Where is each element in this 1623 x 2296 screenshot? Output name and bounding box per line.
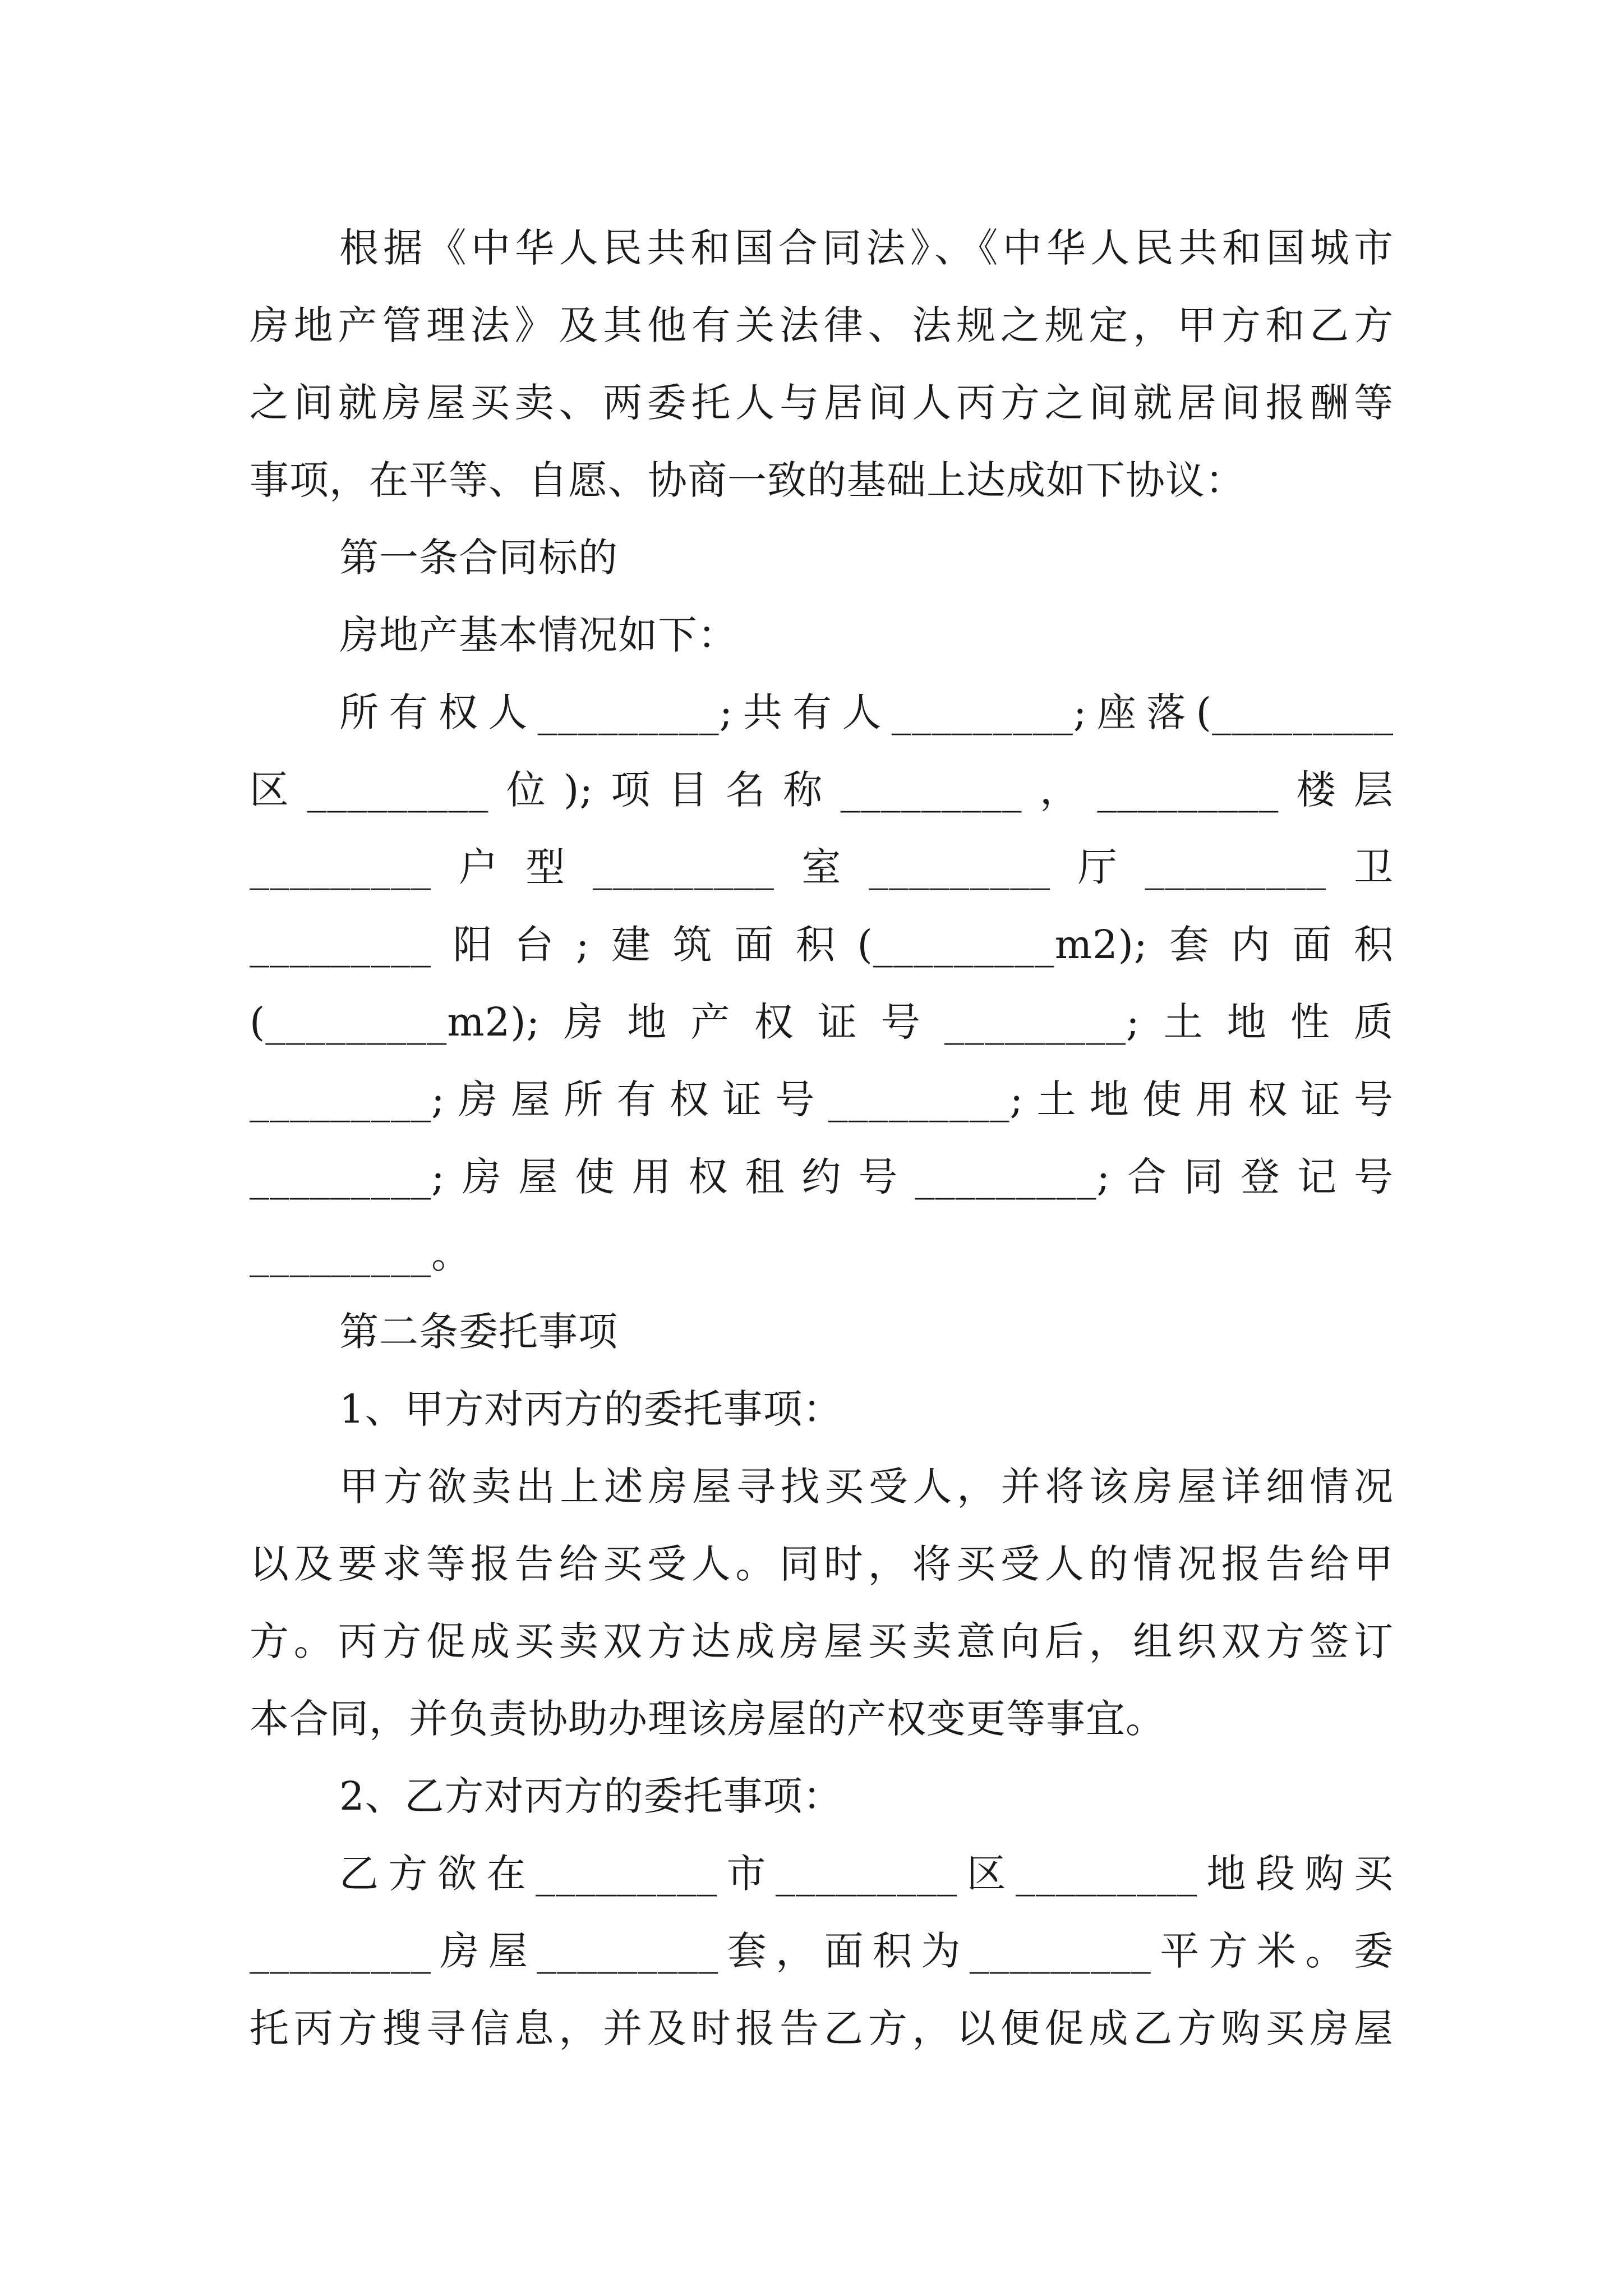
form-line: 区_________位);项目名称_________，_________楼层 <box>250 767 1394 813</box>
section-heading: 第一条合同标的 <box>339 535 618 581</box>
paragraph-line: 甲方欲卖出上述房屋寻找买受人，并将该房屋详细情况 <box>339 1464 1394 1510</box>
paragraph-line: 方。丙方促成买卖双方达成房屋买卖意向后，组织双方签订 <box>250 1618 1394 1664</box>
paragraph-line: 房地产管理法》及其他有关法律、法规之规定，甲方和乙方 <box>250 302 1394 348</box>
form-line: _________;房屋所有权证号_________;土地使用权证号 <box>250 1076 1394 1122</box>
paragraph-line: 事项，在平等、自愿、协商一致的基础上达成如下协议： <box>250 457 1245 503</box>
form-line: _________房屋_________套，面积为_________平方米。委 <box>250 1928 1394 1974</box>
section-heading: 第二条委托事项 <box>339 1309 618 1355</box>
paragraph-line: 之间就房屋买卖、两委托人与居间人丙方之间就居间报酬等 <box>250 380 1394 426</box>
form-line: _________;房屋使用权租约号_________;合同登记号 <box>250 1154 1394 1200</box>
paragraph-line: 本合同，并负责协助办理该房屋的产权变更等事宜。 <box>250 1696 1165 1742</box>
paragraph-line: 托丙方搜寻信息，并及时报告乙方，以便促成乙方购买房屋 <box>250 2005 1394 2051</box>
form-line: _________户型_________室_________厅_________卫 <box>250 844 1394 890</box>
paragraph-line: 根据《中华人民共和国合同法》、《中华人民共和国城市 <box>339 225 1394 271</box>
subsection-heading: 1、甲方对丙方的委托事项： <box>339 1386 843 1432</box>
form-line: 所有权人_________;共有人_________;座落(_________ <box>339 689 1394 735</box>
subsection-heading: 2、乙方对丙方的委托事项： <box>339 1773 843 1819</box>
form-line: _________阳台;建筑面积(_________m2);套内面积 <box>250 922 1394 968</box>
form-line: 乙方欲在_________市_________区_________地段购买 <box>339 1851 1394 1897</box>
paragraph-line: 以及要求等报告给买受人。同时，将买受人的情况报告给甲 <box>250 1541 1394 1587</box>
form-line: _________。 <box>250 1231 471 1277</box>
form-line: (_________m2);房地产权证号_________;土地性质 <box>250 999 1394 1045</box>
paragraph-line: 房地产基本情况如下： <box>339 612 737 658</box>
